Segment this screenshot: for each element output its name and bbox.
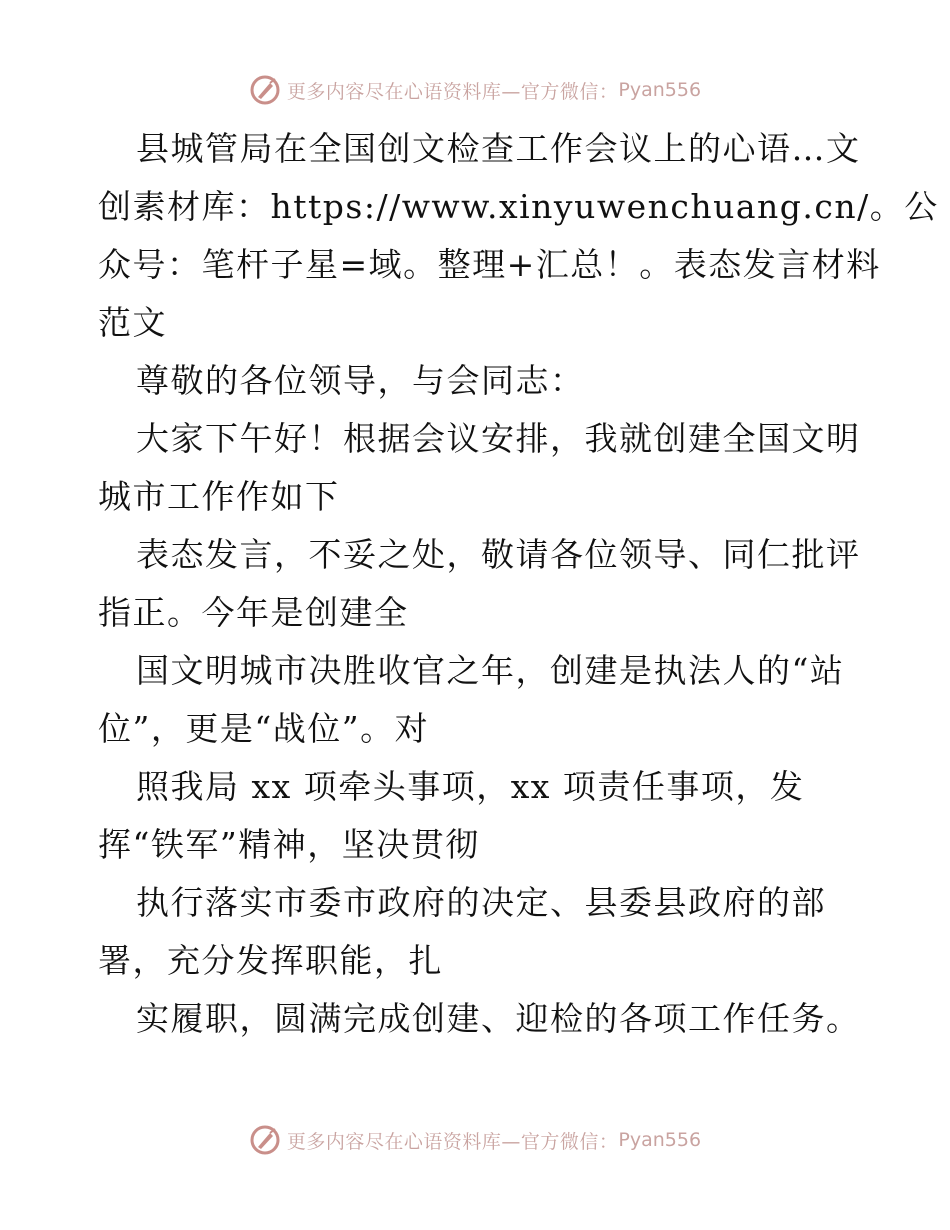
header-watermark-banner [0,70,950,110]
text-line: 国文明城市决胜收官之年，创建是执法人的“站 [136,651,845,690]
text-line: 实履职，圆满完成创建、迎检的各项工作任务。 [136,999,861,1038]
text-line: 县城管局在全国创文检查工作会议上的心语…文 [136,129,861,168]
text-line: 尊敬的各位领导，与会同志： [136,361,585,400]
text-line: 照我局 xx 项牵头事项，xx 项责任事项，发 [136,767,805,806]
text-line: 城市工作作如下 [98,477,340,516]
header-banner-id: Pyan556 [618,79,702,101]
quill-circle-logo-icon [249,1124,281,1156]
quill-circle-logo-icon [249,74,281,106]
text-line: 大家下午好！根据会议安排，我就创建全国文明 [136,419,861,458]
text-line: 署，充分发挥职能，扎 [98,941,443,980]
text-line: 范文 [98,303,167,342]
footer-banner-id: Pyan556 [618,1129,702,1151]
text-line: 创素材库：https://www.xinyuwenchuang.cn/。公 [98,187,939,226]
header-banner-text: 更多内容尽在心语资料库—官方微信： [286,80,619,103]
document-body [98,120,939,1048]
text-line: 众号：笔杆子星=域。整理+汇总！。表态发言材料 [98,245,881,284]
text-line: 挥“铁军”精神，坚决贯彻 [98,825,480,864]
text-line: 位”，更是“战位”。对 [98,709,430,748]
text-line: 表态发言，不妥之处，敬请各位领导、同仁批评 [136,535,861,574]
text-line: 指正。今年是创建全 [98,593,409,632]
text-line: 执行落实市委市政府的决定、县委县政府的部 [136,883,826,922]
footer-watermark-banner [0,1120,950,1160]
footer-banner-text: 更多内容尽在心语资料库—官方微信： [286,1130,619,1153]
